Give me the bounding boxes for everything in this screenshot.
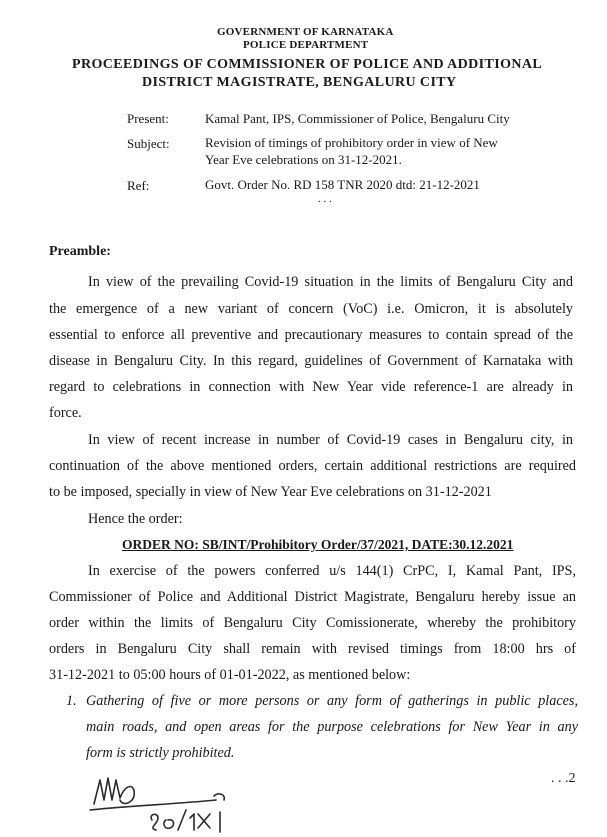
header-government: GOVERNMENT OF KARNATAKA	[217, 26, 394, 38]
header-title-line2: DISTRICT MAGISTRATE, BENGALURU CITY	[142, 75, 457, 90]
item1-line1: Gathering of five or more persons or any form of gatherings in public places,	[86, 693, 578, 709]
present-value: Kamal Pant, IPS, Commissioner of Police, Bengaluru City	[205, 111, 510, 126]
order-line4: orders in Bengaluru City shall remain with revised timings from 18:00 hrs of	[49, 641, 576, 657]
header-title-line1: PROCEEDINGS OF COMMISSIONER OF POLICE AND ADDITIONAL	[72, 57, 543, 72]
handwritten-signature	[86, 770, 256, 834]
preamble-p2-line1: In view of recent increase in number of Covid-19 cases in Bengaluru city, in	[88, 432, 573, 448]
preamble-heading: Preamble:	[49, 244, 111, 259]
hence-line: Hence the order:	[88, 511, 183, 527]
subject-value-line1: Revision of timings of prohibitory order in view of New	[205, 135, 498, 150]
order-line2: Commissioner of Police and Additional District Magistrate, Bengaluru hereby issue an	[49, 589, 576, 605]
ref-label: Ref:	[127, 178, 150, 193]
preamble-p1-line4: disease in Bengaluru City. In this regard, guidelines of Government of Karnataka with	[49, 353, 573, 369]
item1-line3: form is strictly prohibited.	[86, 745, 235, 761]
preamble-p1-line2: the emergence of a new variant of concern (VoC) i.e. Omicron, it is absolutely	[49, 301, 573, 317]
preamble-p1-line3: essential to enforce all preventive and precautionary measures to contain spread of the	[49, 327, 573, 343]
order-line1: In exercise of the powers conferred u/s 144(1) CrPC, I, Kamal Pant, IPS,	[88, 563, 576, 579]
preamble-p1-line6: force.	[49, 405, 82, 421]
preamble-p1-line5: regard to celebrations in connection with New Year vide reference-1 are already in	[49, 379, 573, 395]
order-line3: order within the limits of Bengaluru City Comissionerate, whereby the prohibitory	[49, 615, 576, 631]
separator-dots: . . .	[318, 193, 332, 205]
subject-label: Subject:	[127, 136, 170, 151]
header-department: POLICE DEPARTMENT	[243, 39, 369, 51]
item1-line2: main roads, and open areas for the purpose celebrations for New Year in any	[86, 719, 578, 735]
order-line5: 31-12-2021 to 05:00 hours of 01-01-2022, as mentioned below:	[49, 667, 411, 683]
subject-value-line2: Year Eve celebrations on 31-12-2021.	[205, 152, 402, 167]
preamble-p2-line3: to be imposed, specially in view of New Year Eve celebrations on 31-12-2021	[49, 484, 492, 500]
preamble-p2-line2: continuation of the above mentioned orders, certain additional restrictions are required	[49, 458, 576, 474]
ref-value: Govt. Order No. RD 158 TNR 2020 dtd: 21-12-2021	[205, 177, 480, 192]
page-continuation-marker: . . .2	[551, 771, 576, 786]
item1-number: 1.	[66, 693, 77, 709]
present-label: Present:	[127, 111, 169, 126]
order-title: ORDER NO: SB/INT/Prohibitory Order/37/2021, DATE:30.12.2021	[122, 537, 514, 552]
preamble-p1-line1: In view of the prevailing Covid-19 situation in the limits of Bengaluru City and	[88, 274, 573, 290]
